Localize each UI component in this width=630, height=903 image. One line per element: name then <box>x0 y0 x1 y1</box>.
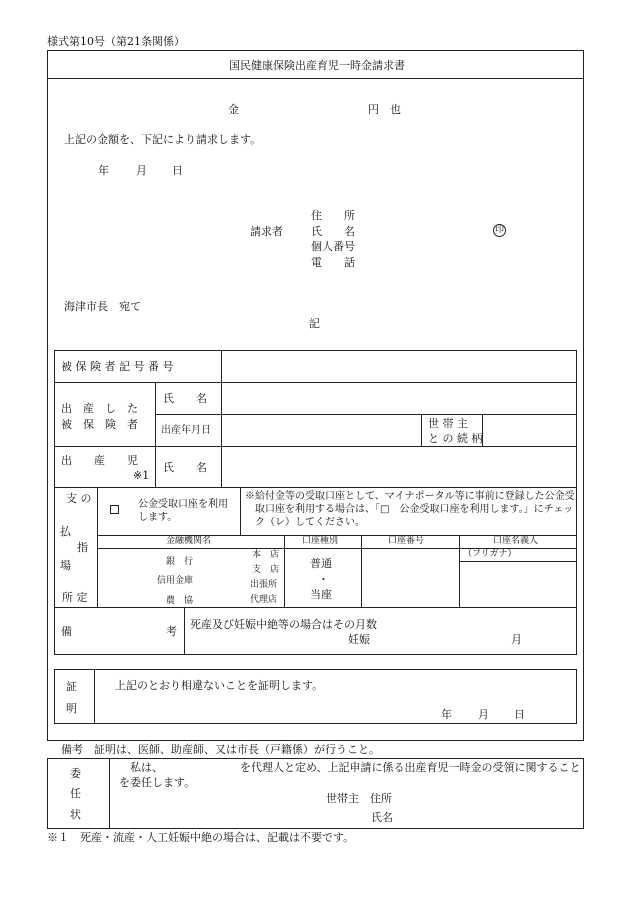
account-type-ordinary: 普通 <box>310 557 332 570</box>
applicant-label: 請求者 <box>250 225 283 238</box>
child-name-label: 氏 名 <box>163 461 207 474</box>
certification-label-1: 証 <box>66 680 77 693</box>
delegation-text-1b: を代理人と定め、上記申請に係る出産育児一時金の受領に関すること <box>240 761 581 774</box>
household-head-label-1: 世 帯 主 <box>428 417 468 430</box>
birthdate-label: 出産年月日 <box>161 425 211 436</box>
amount-unit: 円 <box>368 103 379 116</box>
delegation-text-2: を委任します。 <box>119 776 196 789</box>
request-sentence: 上記の金額を、下記により請求します。 <box>64 133 262 146</box>
furigana-label: （フリガナ） <box>463 549 517 559</box>
payment-note-2: 取口座を利用する場合は、「□ 公金受取口座を利用します。」にチェッ <box>255 504 574 515</box>
remarks-month: 月 <box>511 633 522 646</box>
header-account-holder: 口座名義人 <box>493 536 539 546</box>
public-account-label-2: します。 <box>138 512 178 523</box>
payment-label-1: 支 の <box>66 492 92 505</box>
institution-bank: 銀 行 <box>166 557 194 567</box>
header-account-type: 口座種別 <box>302 536 339 546</box>
child-label: 出 産 児 <box>61 454 138 467</box>
institution-shinkin: 信用金庫 <box>157 576 194 586</box>
header-institution: 金融機関名 <box>166 536 212 546</box>
name-label: 氏 名 <box>311 225 355 238</box>
claim-table <box>54 350 577 655</box>
delegation-text-1a: 私は、 <box>130 761 163 774</box>
ki-mark: 記 <box>309 317 320 330</box>
account-type-dot: ・ <box>318 573 329 586</box>
payment-label-3: 指 <box>77 541 88 554</box>
personal-number-label: 個人番号 <box>311 240 355 253</box>
branch-branch: 支 店 <box>252 565 280 575</box>
date-month: 月 <box>136 164 147 177</box>
certification-month: 月 <box>478 708 489 721</box>
branch-main: 本 店 <box>252 550 280 560</box>
branch-office: 出張所 <box>250 580 278 590</box>
account-type-current: 当座 <box>310 588 332 601</box>
biko-note: 備考 証明は、医師、助産師、又は市長（戸籍係）が行うこと。 <box>61 743 380 756</box>
payment-note-3: ク（レ）してください。 <box>255 517 365 528</box>
addressee: 海津市長 宛て <box>64 300 141 313</box>
payment-label-2: 払 <box>60 525 71 538</box>
child-note: ※1 <box>133 469 150 482</box>
payment-label-5: 所 定 <box>62 591 88 604</box>
insured-person-label-2: 被 保 険 者 <box>61 418 138 431</box>
certification-text: 上記のとおり相違ないことを証明します。 <box>115 679 324 692</box>
payment-note-1: ※給付金等の受取口座として、マイナポータル等に事前に登録した公金受 <box>245 491 575 502</box>
phone-label: 電 話 <box>311 256 355 269</box>
household-head-name: 氏名 <box>371 811 393 824</box>
institution-nokyo: 農 協 <box>166 596 194 606</box>
remarks-label-right: 考 <box>166 625 177 638</box>
certification-day: 日 <box>514 708 525 721</box>
payment-label-4: 場 <box>60 559 71 572</box>
public-account-checkbox[interactable] <box>110 505 119 514</box>
amount-suffix: 也 <box>390 103 401 116</box>
date-year: 年 <box>98 164 109 177</box>
delegation-label-1: 委 <box>70 767 81 780</box>
amount-prefix: 金 <box>228 103 239 116</box>
remarks-label-left: 備 <box>61 625 72 638</box>
form-title: 国民健康保険出産育児一時金請求書 <box>229 59 405 72</box>
seal-icon: 印 <box>494 225 504 235</box>
address-label: 住 所 <box>311 209 355 222</box>
insured-name-label: 氏 名 <box>163 392 207 405</box>
remarks-text: 死産及び妊娠中絶等の場合はその月数 <box>190 618 377 631</box>
certification-box <box>54 669 577 724</box>
public-account-label-1: 公金受取口座を利用 <box>138 499 228 510</box>
certification-year: 年 <box>441 708 452 721</box>
insured-person-label-1: 出 産 し た <box>61 402 138 415</box>
form-number: 様式第10号（第21条関係） <box>47 35 185 48</box>
certification-label-2: 明 <box>66 702 77 715</box>
remarks-pregnancy: 妊娠 <box>348 633 370 646</box>
household-head-address: 世帯主 住所 <box>326 792 392 805</box>
household-head-label-2: と の 続 柄 <box>428 432 483 445</box>
delegation-label-3: 状 <box>70 808 81 821</box>
footnote: ※１ 死産・流産・人工妊娠中絶の場合は、記載は不要です。 <box>47 831 355 844</box>
date-day: 日 <box>172 164 183 177</box>
delegation-label-2: 任 <box>70 787 81 800</box>
insured-number-label: 被 保 険 者 記 号 番 号 <box>61 360 174 373</box>
branch-agent: 代理店 <box>250 595 278 605</box>
header-account-number: 口座番号 <box>388 536 425 546</box>
